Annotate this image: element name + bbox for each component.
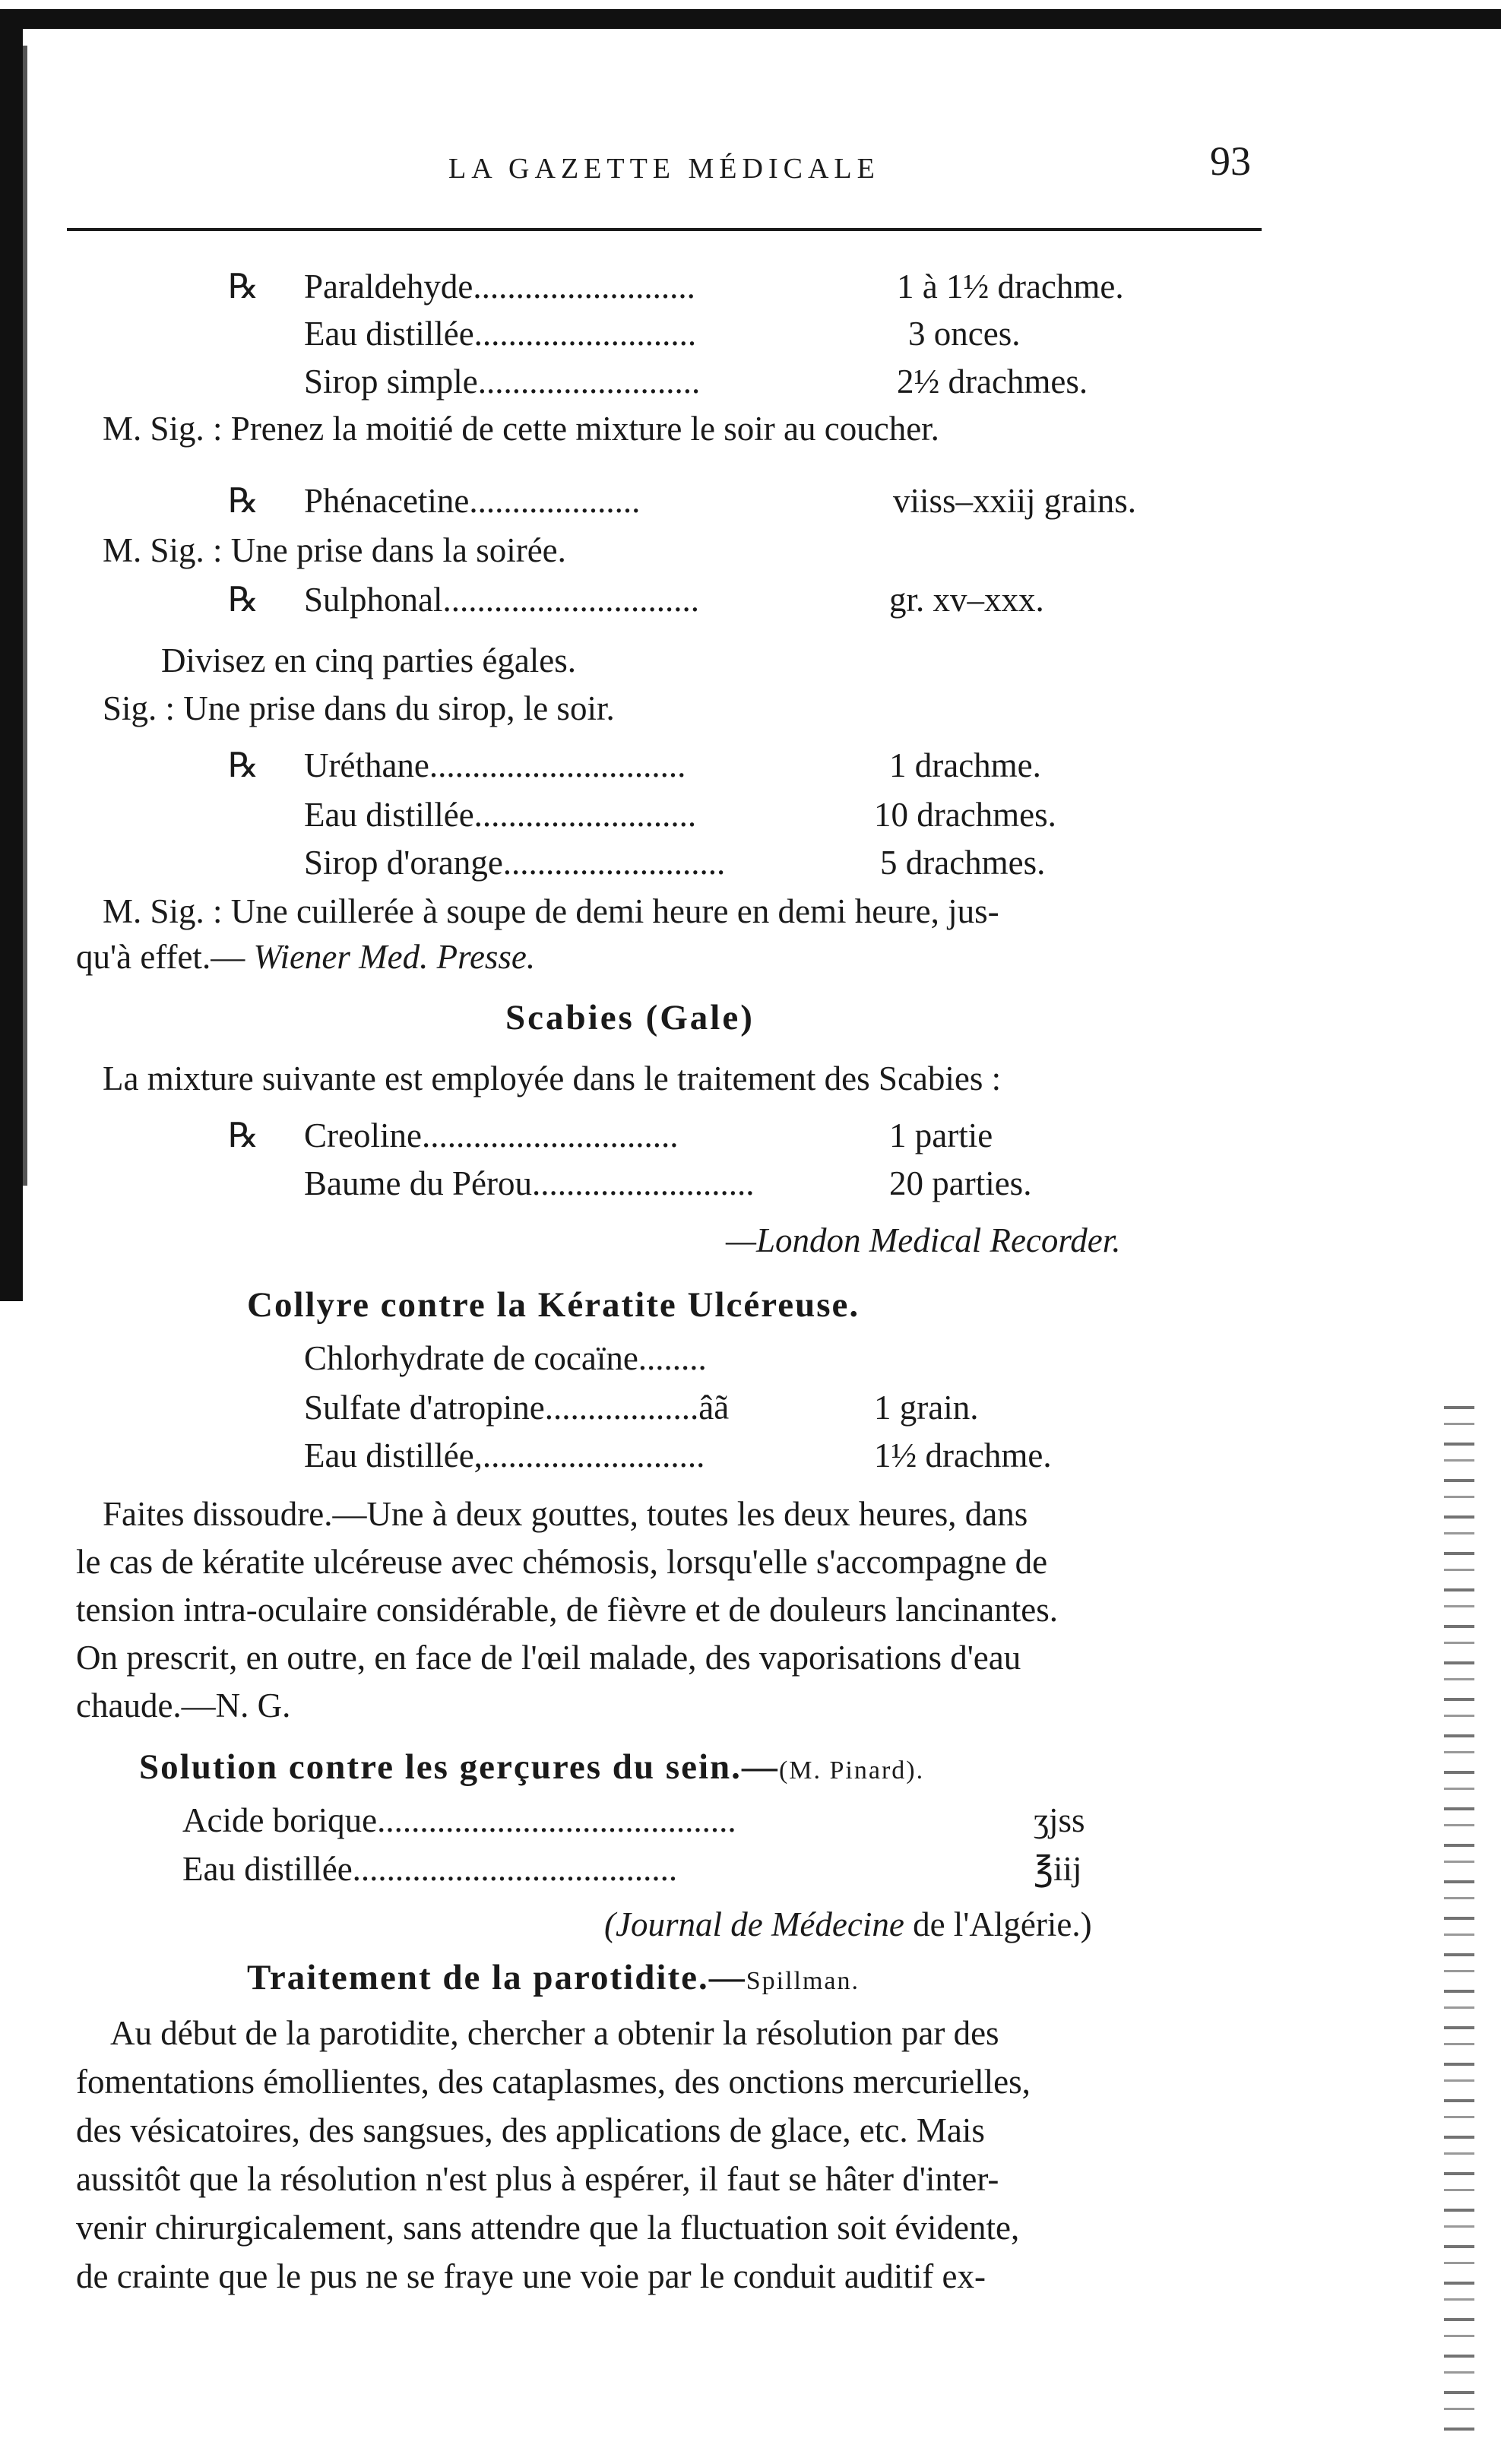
rx-line (228, 745, 686, 786)
section-heading (247, 1957, 860, 2002)
paragraph-line: de crainte que le pus ne se fraye une voie par le conduit auditif ex- (76, 2257, 986, 2295)
ingredient-name: Baume du Pérou.......................... (304, 1164, 755, 1202)
section-intro: La mixture suivante est employée dans le traitement des Scabies : (103, 1059, 1002, 1097)
section-title: Collyre contre la Kératite Ulcéreuse. (247, 1285, 860, 1325)
ingredient-quantity: 1 à 1½ drachme. (897, 268, 1124, 306)
section-title: Scabies (Gale) (505, 998, 755, 1037)
paragraph-line: Faites dissoudre.—Une à deux gouttes, toutes les deux heures, dans (103, 1495, 1028, 1533)
paragraph-line: tension intra-oculaire considérable, de fièvre et de douleurs lancinantes. (76, 1591, 1058, 1629)
rx-symbol: ℞ (228, 482, 259, 520)
ingredient-name: Sirop d'orange.......................... (304, 844, 726, 882)
ingredient-quantity: 2½ drachmes. (897, 363, 1088, 401)
ingredient-name: Sirop simple.......................... (304, 363, 701, 401)
ingredient-quantity: 5 drachmes. (880, 844, 1046, 882)
paragraph-line: Au début de la parotidite, chercher a obtenir la résolution par des (110, 2014, 999, 2052)
rx-line (228, 1115, 678, 1156)
ingredient-name: Uréthane.............................. (304, 746, 686, 784)
ingredient-quantity: 3 onces. (908, 315, 1021, 353)
running-title: LA GAZETTE MÉDICALE (448, 153, 880, 185)
prescription-instructions (76, 936, 535, 977)
ingredient-name: Eau distillée.......................... (304, 315, 697, 353)
rx-line (228, 579, 699, 620)
prescription-instructions: Sig. : Une prise dans du sirop, le soir. (103, 689, 615, 727)
prescription-instructions: M. Sig. : Prenez la moitié de cette mixture le soir au coucher. (103, 410, 939, 448)
ingredient-quantity: viiss–xxiij grains. (893, 482, 1137, 520)
ingredient-quantity: 1 partie (889, 1116, 993, 1154)
ingredient-name: Chlorhydrate de cocaïne........ (304, 1339, 707, 1377)
rx-symbol: ℞ (228, 746, 259, 784)
ingredient-quantity: ℥iij (1034, 1850, 1082, 1888)
instructions-text: qu'à effet.— (76, 938, 245, 976)
section-heading (139, 1747, 924, 1791)
ingredient-name: Phénacetine.................... (304, 482, 641, 520)
ingredient-quantity: gr. xv–xxx. (889, 581, 1044, 619)
source-journal: (Journal de Médecine (604, 1905, 904, 1943)
ingredient-name: Paraldehyde.......................... (304, 268, 695, 306)
ingredient-name: Sulfate d'atropine..................âã (304, 1389, 730, 1427)
header-rule (67, 228, 1262, 231)
section-author: (M. Pinard). (778, 1756, 925, 1785)
ingredient-name: Acide borique.......................................... (182, 1801, 736, 1839)
rx-symbol: ℞ (228, 268, 259, 306)
rx-line (228, 480, 640, 521)
ingredient-quantity: 1 grain. (874, 1389, 979, 1427)
paragraph-line: le cas de kératite ulcéreuse avec chémosis, lorsqu'elle s'accompagne de (76, 1543, 1048, 1581)
rx-symbol: ℞ (228, 581, 259, 619)
ingredient-name: Eau distillée,.......................... (304, 1436, 705, 1474)
prescription-instructions: Divisez en cinq parties égales. (161, 641, 577, 679)
ingredient-name: Sulphonal.............................. (304, 581, 700, 619)
paragraph-line: fomentations émollientes, des cataplasmes, des onctions mercurielles, (76, 2063, 1031, 2101)
paragraph-line: venir chirurgicalement, sans attendre que la fluctuation soit évidente, (76, 2209, 1020, 2247)
section-author: Spillman. (746, 1967, 860, 1995)
source-citation: Wiener Med. Presse. (253, 938, 536, 976)
ingredient-name: Eau distillée...................................... (182, 1850, 678, 1888)
prescription-instructions: M. Sig. : Une cuillerée à soupe de demi heure en demi heure, jus- (103, 892, 999, 930)
section-title: Solution contre les gerçures du sein.— (139, 1747, 779, 1787)
paragraph-line: des vésicatoires, des sangsues, des applications de glace, etc. Mais (76, 2111, 985, 2149)
section-title: Traitement de la parotidite.— (247, 1958, 746, 1997)
ingredient-quantity: 1 drachme. (889, 746, 1041, 784)
prescription-instructions: M. Sig. : Une prise dans la soirée. (103, 531, 566, 569)
rx-symbol: ℞ (228, 1116, 259, 1154)
ingredient-quantity: 1½ drachme. (874, 1436, 1052, 1474)
ingredient-name: Creoline.............................. (304, 1116, 679, 1154)
ingredient-quantity: 10 drachmes. (874, 796, 1056, 834)
page-number: 93 (1210, 138, 1251, 184)
rx-line (228, 266, 695, 307)
source-citation (604, 1904, 1092, 1945)
source-citation: —London Medical Recorder. (726, 1221, 1121, 1259)
paragraph-line: aussitôt que la résolution n'est plus à espérer, il faut se hâter d'inter- (76, 2160, 999, 2198)
paragraph-line: On prescrit, en outre, en face de l'œil malade, des vaporisations d'eau (76, 1639, 1021, 1677)
ingredient-quantity: 20 parties. (889, 1164, 1032, 1202)
paragraph-line: chaude.—N. G. (76, 1686, 291, 1724)
ingredient-name: Eau distillée.......................... (304, 796, 697, 834)
source-journal-place: de l'Algérie.) (913, 1905, 1092, 1943)
ingredient-quantity: ʒjss (1034, 1801, 1085, 1839)
